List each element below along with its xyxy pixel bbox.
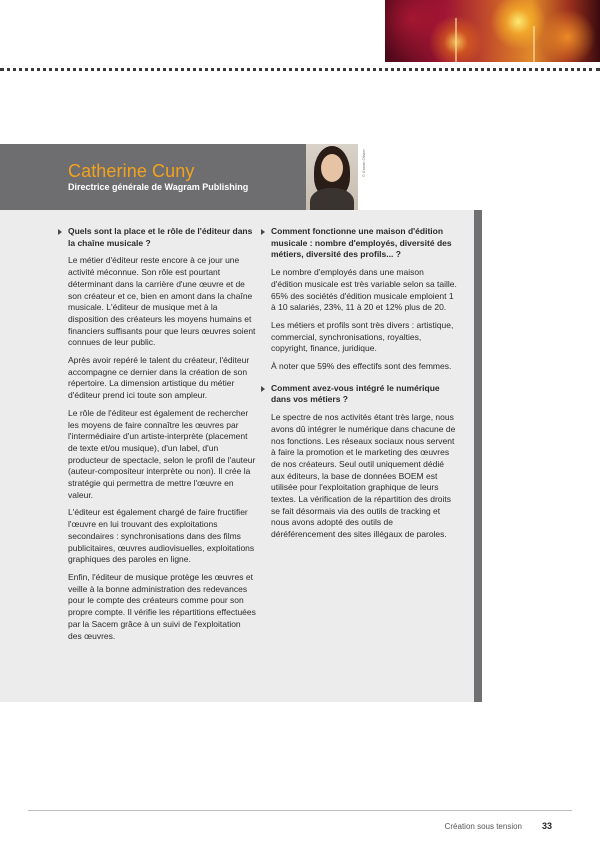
paragraph: Le nombre d'employés dans une maison d'édition musicale est très variable selon sa taille. 65% des sociétés d'édition musicale emploient 1 à 10 salariés, 23%, 11 à 20 et 12% plus de 20. [271,267,457,313]
interviewee-role: Directrice générale de Wagram Publishing [68,182,249,192]
question-text: Comment fonctionne une maison d'édition musicale : nombre d'employés, diversité des métiers, diversité des profils... ? [271,226,452,260]
photo-credit: © Erwan Olivier [361,149,366,177]
mic-stand-shape [533,26,535,62]
question-heading [271,226,457,261]
paragraph: Le métier d'éditeur reste encore à ce jour une activité méconnue. Son rôle est pourtant déterminant dans la carrière d'une œuvre et de son créateur et ce, bien en amont dans la chaîne musicale. L'éditeur de musique met à la disposition des créateurs les moyens humains et financiers suffisants pour que leurs œuvres soient connues de leur public. [68,255,256,348]
paragraph: Le rôle de l'éditeur est également de rechercher les moyens de faire connaître les œuvres par l'intermédiaire d'un artiste-interprète (placement de texte et/ou musique), d'un label, d'un producteur de spectacle, selon le profil de l'auteur (auteur-compositeur interprète ou non). Il crée la stratégie qui permettra de mettre l'œuvre en valeur. [68,407,256,500]
paragraph: À noter que 59% des effectifs sont des femmes. [271,361,452,372]
paragraph: Après avoir repéré le talent du créateur, l'éditeur accompagne ce dernier dans la création de son répertoire. La dimension artistique du métier d'éditeur prend ici toute son ampleur. [68,355,250,401]
question-heading [271,383,457,406]
mic-stand-shape [455,18,457,62]
triangle-bullet-icon [58,229,62,235]
concert-photo [385,0,600,62]
question-text: Comment avez-vous intégré le numérique dans vos métiers ? [271,382,440,405]
question-heading [68,226,256,249]
triangle-bullet-icon [261,229,265,235]
right-column [271,226,457,547]
question-text: Quels sont la place et le rôle de l'éditeur dans la chaîne musicale ? [68,226,253,248]
dotted-divider [0,68,600,71]
portrait-body-shape [310,188,354,210]
paragraph: Enfin, l'éditeur de musique protège les œuvres et veille à la bonne administration des redevances pour le compte des créateurs comme pour son propre compte. Il vérifie les répartitions effectuées par la Sacem grâce à un suivi de l'exploitation des œuvres. [68,571,256,641]
triangle-bullet-icon [261,386,265,392]
paragraph: L'éditeur est également chargé de faire fructifier l'œuvre en lui trouvant des exploitations secondaires : synchronisations dans des films publicitaires, œuvres audiovisuelles, exploitations graphiques des paroles en ligne. [68,507,255,565]
portrait-photo [306,144,358,210]
interviewee-name: Catherine Cuny [68,161,195,181]
left-column [68,226,256,648]
footer-publication-title: Création sous tension [444,822,522,831]
portrait-face-shape [321,154,343,182]
paragraph: Le spectre de nos activités étant très large, nous avons dû intégrer le numérique dans chacune de nos fonctions. Les réseaux sociaux nous servent à faire la promotion et le marketing des œuvres de nos créateurs. Seul outil uniquement dédié aux éditeurs, la base de données BOEM est utilisée pour l'exploitation graphique de leurs textes. La vérification de la répartition des droits se fait désormais via des outils de tracking et nous avons adopté des outils de déréférencement des sites illégaux de paroles. [271,412,456,540]
page-number: 33 [541,821,552,831]
panel-side-bar [474,210,482,702]
paragraph: Les métiers et profils sont très divers : artistique, commercial, synchronisations, royalties, copyright, finance, juridique. [271,319,454,354]
footer-divider [28,810,572,811]
